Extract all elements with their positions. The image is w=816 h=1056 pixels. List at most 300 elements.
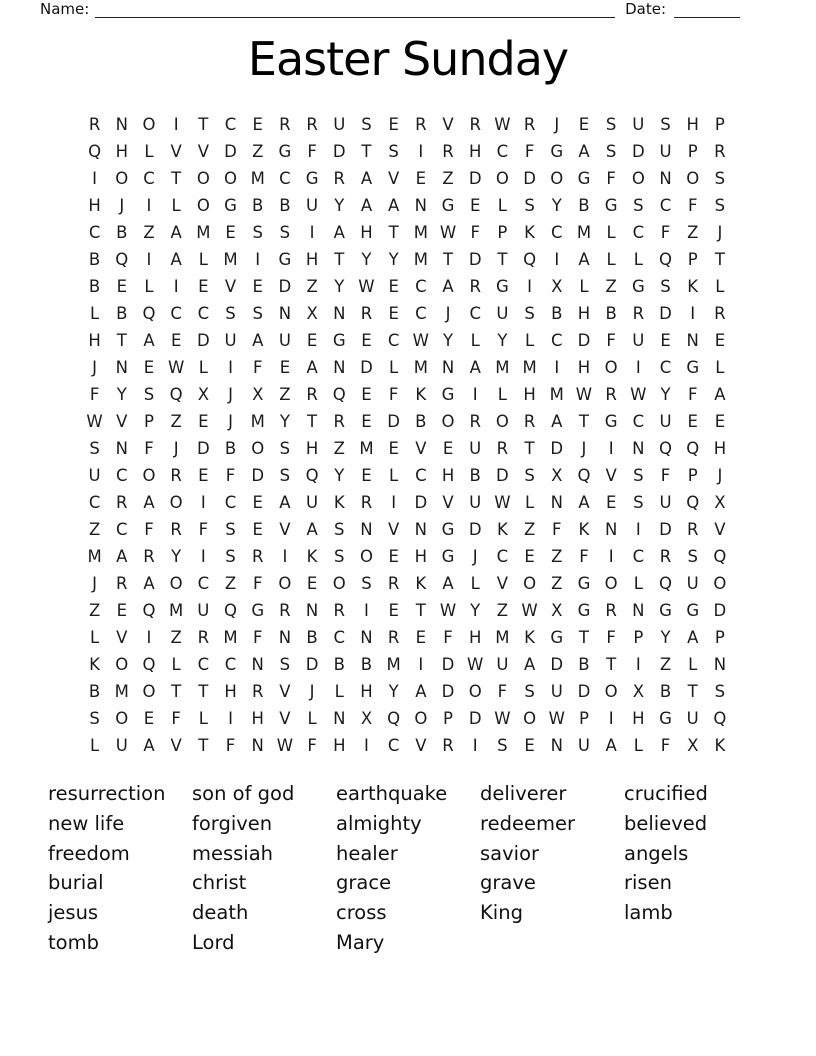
grid-letter: B xyxy=(578,655,590,674)
word-list-column xyxy=(480,779,624,958)
grid-letter: C xyxy=(469,304,481,323)
grid-letter: N xyxy=(333,304,346,323)
grid-letter: J xyxy=(92,358,98,377)
grid-letter: H xyxy=(523,385,536,404)
grid-letter: G xyxy=(278,250,292,269)
grid-letter: Y xyxy=(361,250,372,269)
grid-letter: D xyxy=(305,655,319,674)
grid-letter: M xyxy=(495,358,510,377)
grid-letter: P xyxy=(443,709,453,728)
grid-letter: Q xyxy=(115,250,129,269)
grid-letter: F xyxy=(687,196,698,215)
grid-letter: E xyxy=(470,196,481,215)
grid-letter: W xyxy=(358,277,375,296)
grid-letter: S xyxy=(334,547,345,566)
grid-letter: G xyxy=(686,601,700,620)
grid-letter: O xyxy=(196,196,210,215)
grid-letter: R xyxy=(496,439,509,458)
grid-letter: I xyxy=(146,250,152,269)
grid-letter: V xyxy=(224,277,237,296)
grid-letter: N xyxy=(441,358,455,377)
grid-letter: E xyxy=(116,277,127,296)
grid-letter: O xyxy=(224,169,238,188)
grid-letter: I xyxy=(608,547,614,566)
grid-letter: F xyxy=(252,628,263,647)
grid-letter: C xyxy=(632,547,645,566)
grid-letter: P xyxy=(687,142,698,161)
grid-letter: E xyxy=(252,277,263,296)
grid-letter: C xyxy=(551,331,563,350)
word-list-item: King xyxy=(480,901,523,925)
grid-letter: C xyxy=(116,520,128,539)
header-bar xyxy=(40,0,740,19)
grid-letter: A xyxy=(687,628,699,647)
grid-letter: X xyxy=(551,601,563,620)
grid-letter: V xyxy=(714,520,726,539)
grid-letter: U xyxy=(469,439,482,458)
grid-letter: B xyxy=(578,196,590,215)
word-list-item: forgiven xyxy=(192,811,273,835)
grid-letter: A xyxy=(333,223,345,242)
grid-letter: H xyxy=(333,736,346,755)
grid-letter: R xyxy=(469,412,481,431)
grid-letter: E xyxy=(388,547,399,566)
grid-letter: T xyxy=(198,115,209,134)
grid-letter: I xyxy=(364,736,369,755)
grid-letter: M xyxy=(114,682,129,701)
word-list-item: son of god xyxy=(192,782,295,805)
grid-letter: D xyxy=(360,358,373,377)
grid-letter: C xyxy=(415,277,427,296)
grid-letter: O xyxy=(278,574,292,593)
grid-letter: X xyxy=(714,493,726,512)
grid-letter: S xyxy=(361,115,372,134)
grid-letter: E xyxy=(225,223,236,242)
grid-letter: C xyxy=(632,412,645,431)
grid-letter: I xyxy=(200,547,206,566)
grid-letter: B xyxy=(88,682,101,701)
grid-letter: S xyxy=(497,736,508,755)
grid-letter: H xyxy=(305,250,319,269)
grid-letter: D xyxy=(251,466,265,485)
grid-letter: H xyxy=(251,709,264,728)
grid-letter: U xyxy=(306,196,319,215)
grid-letter: S xyxy=(279,439,291,458)
grid-letter: Y xyxy=(551,196,562,215)
grid-letter: Y xyxy=(660,385,671,404)
grid-letter: L xyxy=(688,655,698,674)
grid-letter: S xyxy=(633,466,644,485)
word-list-item: tomb xyxy=(48,930,99,954)
grid-letter: S xyxy=(605,115,617,134)
grid-letter: M xyxy=(386,655,401,674)
grid-letter: R xyxy=(279,601,291,620)
word-list-item: cross xyxy=(336,901,387,925)
grid-letter: T xyxy=(116,331,127,350)
grid-letter: F xyxy=(524,142,535,161)
grid-letter: L xyxy=(144,277,154,296)
grid-letter: L xyxy=(307,709,317,728)
grid-letter: B xyxy=(333,655,345,674)
grid-letter: J xyxy=(581,439,587,458)
grid-letter: O xyxy=(142,466,156,485)
grid-letter: F xyxy=(606,169,616,188)
grid-letter: T xyxy=(198,682,209,701)
word-list-item: redeemer xyxy=(480,811,575,835)
grid-letter: B xyxy=(279,196,291,215)
grid-letter: Y xyxy=(334,277,345,296)
grid-letter: E xyxy=(306,574,318,593)
grid-letter: A xyxy=(523,655,536,674)
grid-letter: N xyxy=(278,304,292,323)
grid-letter: I xyxy=(527,277,533,296)
grid-letter: U xyxy=(659,412,672,431)
grid-letter: Z xyxy=(170,628,182,647)
grid-letter: R xyxy=(442,736,454,755)
grid-letter: S xyxy=(361,574,372,593)
grid-letter: D xyxy=(550,439,564,458)
grid-letter: A xyxy=(143,574,155,593)
grid-letter: L xyxy=(497,385,507,404)
grid-letter: J xyxy=(228,412,233,431)
grid-letter: S xyxy=(660,277,671,296)
grid-letter: S xyxy=(252,223,263,242)
grid-letter: V xyxy=(197,142,209,161)
grid-letter: F xyxy=(579,547,589,566)
grid-letter: E xyxy=(605,493,617,512)
grid-letter: E xyxy=(361,466,372,485)
grid-letter: R xyxy=(333,169,346,188)
grid-letter: I xyxy=(255,250,261,269)
grid-letter: X xyxy=(197,385,209,404)
grid-letter: Y xyxy=(660,628,671,647)
word-list-item: messiah xyxy=(192,841,274,865)
word-list-item: risen xyxy=(624,871,672,895)
grid-letter: Q xyxy=(523,250,537,269)
grid-letter: G xyxy=(278,142,292,161)
word-list-item: new life xyxy=(48,811,125,835)
word-list-item: deliverer xyxy=(480,782,567,805)
grid-letter: W xyxy=(494,709,511,728)
grid-letter: K xyxy=(524,628,535,647)
grid-letter: I xyxy=(228,358,233,377)
grid-letter: X xyxy=(306,304,318,323)
grid-letter: V xyxy=(170,736,182,755)
grid-letter: D xyxy=(577,331,591,350)
grid-letter: L xyxy=(89,628,100,647)
grid-letter: F xyxy=(198,520,209,539)
grid-letter: E xyxy=(361,412,372,431)
grid-letter: B xyxy=(605,304,617,323)
grid-letter: R xyxy=(469,115,481,134)
grid-letter: B xyxy=(469,466,481,485)
grid-letter: J xyxy=(173,439,179,458)
grid-letter: E xyxy=(388,439,399,458)
grid-letter: I xyxy=(635,520,641,539)
grid-letter: R xyxy=(605,385,617,404)
grid-letter: C xyxy=(197,574,210,593)
grid-letter: Q xyxy=(305,466,319,485)
word-list-item: angels xyxy=(624,841,689,865)
grid-letter: D xyxy=(441,655,455,674)
grid-letter: V xyxy=(116,628,128,647)
grid-letter: A xyxy=(360,169,373,188)
grid-letter: R xyxy=(523,412,536,431)
grid-letter: K xyxy=(687,277,699,296)
grid-letter: H xyxy=(632,709,645,728)
word-list-column xyxy=(48,779,192,958)
grid-letter: S xyxy=(225,520,236,539)
grid-letter: Q xyxy=(224,601,238,620)
grid-letter: B xyxy=(306,628,318,647)
grid-letter: D xyxy=(577,682,591,701)
grid-letter: D xyxy=(550,655,564,674)
grid-letter: R xyxy=(251,682,264,701)
grid-letter: Q xyxy=(713,547,727,566)
grid-letter: G xyxy=(224,196,237,215)
grid-letter: C xyxy=(88,493,101,512)
grid-letter: Q xyxy=(659,250,673,269)
grid-letter: M xyxy=(413,250,428,269)
grid-letter: C xyxy=(279,169,291,188)
grid-letter: G xyxy=(251,601,265,620)
grid-letter: C xyxy=(415,466,427,485)
grid-letter: H xyxy=(88,196,101,215)
grid-letter: D xyxy=(468,520,482,539)
grid-letter: D xyxy=(387,412,401,431)
word-list-item: crucified xyxy=(624,782,708,805)
grid-letter: A xyxy=(279,493,291,512)
grid-letter: T xyxy=(307,412,318,431)
grid-letter: E xyxy=(714,412,726,431)
grid-letter: L xyxy=(470,574,480,593)
grid-letter: G xyxy=(441,520,455,539)
grid-letter: H xyxy=(305,439,319,458)
grid-letter: T xyxy=(198,736,209,755)
grid-letter: B xyxy=(659,682,672,701)
grid-letter: M xyxy=(549,385,564,404)
grid-letter: H xyxy=(88,331,101,350)
grid-letter: E xyxy=(143,709,155,728)
grid-letter: V xyxy=(279,682,291,701)
grid-letter: C xyxy=(224,115,237,134)
grid-letter: U xyxy=(496,655,509,674)
grid-letter: O xyxy=(332,574,346,593)
grid-letter: A xyxy=(388,196,400,215)
grid-letter: Y xyxy=(497,331,508,350)
grid-letter: L xyxy=(606,223,616,242)
name-label: Name: xyxy=(40,0,90,18)
grid-letter: N xyxy=(115,439,128,458)
grid-letter: G xyxy=(496,277,509,296)
grid-letter: A xyxy=(170,250,182,269)
grid-letter: F xyxy=(606,331,616,350)
grid-letter: N xyxy=(632,439,645,458)
grid-letter: N xyxy=(686,331,699,350)
grid-letter: D xyxy=(659,520,672,539)
grid-letter: F xyxy=(443,628,453,647)
grid-letter: S xyxy=(388,142,399,161)
grid-letter: I xyxy=(92,169,98,188)
grid-letter: I xyxy=(200,493,206,512)
grid-letter: I xyxy=(173,115,179,134)
grid-letter: R xyxy=(605,601,617,620)
grid-letter: N xyxy=(360,520,373,539)
grid-letter: R xyxy=(659,547,672,566)
grid-letter: F xyxy=(497,682,508,701)
grid-letter: R xyxy=(88,115,101,134)
grid-letter: F xyxy=(89,385,100,404)
grid-letter: G xyxy=(577,601,591,620)
grid-letter: M xyxy=(223,628,238,647)
grid-letter: O xyxy=(468,682,482,701)
grid-letter: N xyxy=(414,196,428,215)
grid-letter: G xyxy=(604,412,618,431)
grid-letter: M xyxy=(576,223,592,242)
grid-letter: R xyxy=(116,493,128,512)
grid-letter: A xyxy=(551,412,563,431)
grid-letter: B xyxy=(88,277,101,296)
grid-letter: L xyxy=(144,142,154,161)
grid-letter: F xyxy=(660,736,671,755)
grid-letter: D xyxy=(496,466,509,485)
grid-letter: A xyxy=(469,358,481,377)
grid-letter: I xyxy=(608,709,614,728)
grid-letter: F xyxy=(144,520,154,539)
grid-letter: H xyxy=(414,547,428,566)
grid-letter: D xyxy=(523,169,536,188)
grid-letter: G xyxy=(550,142,564,161)
grid-letter: P xyxy=(578,709,589,728)
word-list-item: grace xyxy=(336,871,392,895)
grid-letter: A xyxy=(415,682,427,701)
grid-letter: O xyxy=(686,169,700,188)
grid-letter: H xyxy=(686,115,699,134)
grid-letter: N xyxy=(414,520,428,539)
grid-letter: I xyxy=(228,709,233,728)
grid-letter: M xyxy=(522,358,537,377)
grid-letter: C xyxy=(496,142,509,161)
grid-letter: G xyxy=(332,331,346,350)
grid-letter: Q xyxy=(142,304,156,323)
grid-letter: S xyxy=(524,304,535,323)
word-list-item: jesus xyxy=(48,901,99,925)
grid-letter: N xyxy=(659,169,672,188)
grid-letter: F xyxy=(225,736,236,755)
grid-letter: E xyxy=(524,547,535,566)
grid-letter: W xyxy=(521,601,538,620)
grid-letter: L xyxy=(198,709,208,728)
grid-letter: T xyxy=(171,169,182,188)
grid-letter: G xyxy=(441,547,455,566)
grid-letter: N xyxy=(305,601,319,620)
grid-letter: Y xyxy=(279,412,290,431)
grid-letter: H xyxy=(360,682,373,701)
grid-letter: J xyxy=(445,304,451,323)
grid-letter: Q xyxy=(659,574,673,593)
grid-letter: I xyxy=(418,655,424,674)
grid-letter: W xyxy=(276,736,294,755)
grid-letter: P xyxy=(497,223,508,242)
grid-letter: O xyxy=(251,439,265,458)
grid-letter: D xyxy=(713,601,727,620)
grid-letter: I xyxy=(554,358,560,377)
grid-letter: E xyxy=(116,601,127,620)
grid-letter: W xyxy=(439,601,457,620)
grid-letter: V xyxy=(442,115,454,134)
grid-letter: F xyxy=(660,466,671,485)
grid-letter: U xyxy=(197,601,210,620)
grid-letter: L xyxy=(497,196,507,215)
grid-letter: W xyxy=(548,709,565,728)
grid-letter: H xyxy=(713,439,727,458)
word-list-item: christ xyxy=(192,871,247,895)
grid-letter: B xyxy=(224,439,237,458)
grid-letter: Z xyxy=(496,601,509,620)
grid-letter: O xyxy=(359,547,373,566)
grid-letter: K xyxy=(415,385,427,404)
word-search-grid xyxy=(81,111,734,759)
grid-letter: R xyxy=(306,115,318,134)
grid-letter: O xyxy=(115,655,129,674)
grid-letter: V xyxy=(279,709,291,728)
grid-letter: I xyxy=(635,358,641,377)
grid-letter: A xyxy=(714,385,726,404)
grid-letter: Z xyxy=(659,655,672,674)
grid-letter: T xyxy=(578,412,590,431)
grid-letter: L xyxy=(89,736,100,755)
word-list-item: earthquake xyxy=(336,782,448,805)
grid-letter: U xyxy=(550,682,563,701)
grid-letter: D xyxy=(332,142,346,161)
grid-letter: D xyxy=(278,277,292,296)
word-list-item: Lord xyxy=(192,930,235,954)
word-list-item: freedom xyxy=(48,841,130,865)
grid-letter: M xyxy=(413,358,428,377)
grid-letter: Z xyxy=(88,520,101,539)
grid-letter: O xyxy=(631,169,645,188)
grid-letter: V xyxy=(442,493,454,512)
grid-letter: C xyxy=(197,655,210,674)
word-list-item: healer xyxy=(336,841,398,865)
grid-letter: P xyxy=(687,250,698,269)
grid-letter: R xyxy=(632,304,645,323)
grid-letter: S xyxy=(89,439,100,458)
grid-letter: Y xyxy=(388,682,399,701)
grid-letter: R xyxy=(415,115,427,134)
grid-letter: E xyxy=(143,358,155,377)
grid-letter: W xyxy=(630,385,647,404)
grid-letter: X xyxy=(551,466,563,485)
grid-letter: C xyxy=(224,493,237,512)
grid-letter: F xyxy=(225,466,236,485)
grid-letter: X xyxy=(252,385,264,404)
date-blank-line xyxy=(674,2,740,18)
grid-letter: Q xyxy=(686,493,700,512)
grid-letter: Z xyxy=(252,142,264,161)
page-title: Easter Sunday xyxy=(247,32,569,86)
grid-letter: I xyxy=(690,304,696,323)
grid-letter: I xyxy=(635,655,641,674)
grid-letter: Q xyxy=(142,655,156,674)
grid-letter: J xyxy=(472,547,478,566)
grid-letter: G xyxy=(550,628,564,647)
grid-letter: Q xyxy=(169,385,183,404)
grid-letter: R xyxy=(523,115,536,134)
grid-letter: R xyxy=(442,142,454,161)
grid-letter: Y xyxy=(116,385,127,404)
grid-letter: Y xyxy=(470,601,481,620)
